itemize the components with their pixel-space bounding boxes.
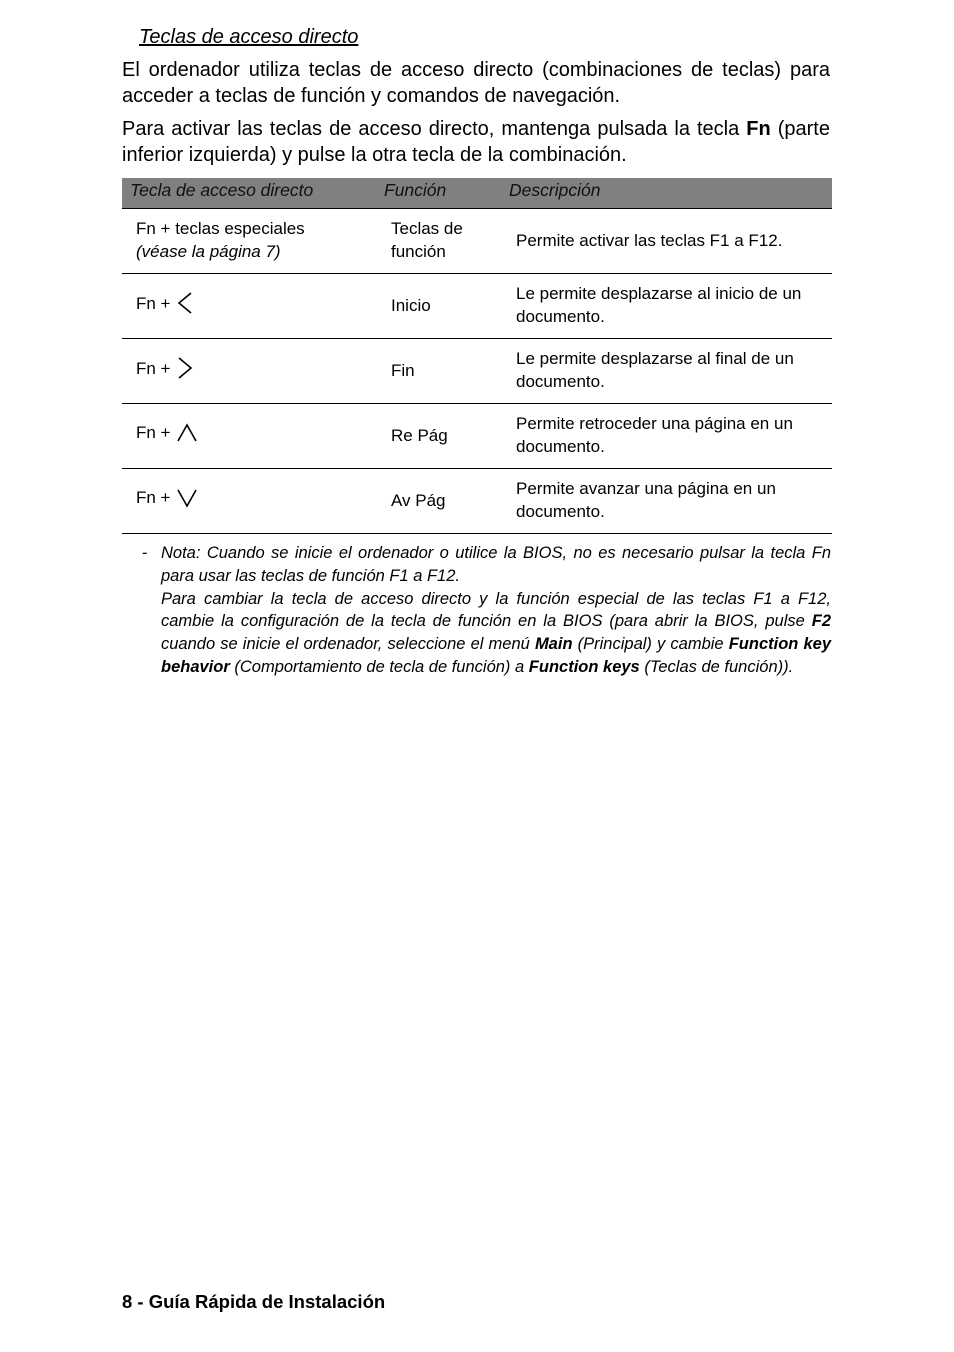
note-fragment: Para cambiar la tecla de acceso directo y la función especial de las teclas F1 a F12, cambie la configuración de la tecla de función en la BIOS (para abrir la BIOS, pulse <box>161 589 831 631</box>
setting-name-label: Function key behavior <box>161 635 832 676</box>
description-cell: Le permite desplazarse al final de un documento. <box>516 349 794 391</box>
hotkey-cell <box>136 356 194 380</box>
note-fragment: (Principal) y cambie <box>572 635 729 654</box>
function-line: Teclas de <box>391 219 463 238</box>
note-block <box>142 542 831 679</box>
hotkey-label: Fn + <box>136 358 171 378</box>
table-row <box>122 209 832 274</box>
hotkey-cell <box>136 421 198 444</box>
note-fragment: cuando se inicie el ordenador, seleccione el menú <box>161 635 535 654</box>
header-function: Función <box>384 180 447 200</box>
f2-key-label: F2 <box>811 612 831 631</box>
arrow-left-icon <box>176 291 194 315</box>
hotkey-label: Fn + teclas especiales <box>136 219 305 238</box>
main-menu-label: Main <box>534 635 573 654</box>
instruction-paragraph <box>122 116 830 168</box>
section-title: Teclas de acceso directo <box>139 26 359 48</box>
table-row <box>122 274 832 339</box>
fn-key-label: Fn <box>746 118 771 140</box>
function-cell: Av Pág <box>391 491 446 510</box>
function-cell: Re Pág <box>391 426 448 445</box>
arrow-up-icon <box>176 422 198 444</box>
arrow-right-icon <box>176 356 194 380</box>
note-dash: - <box>142 544 148 562</box>
table-row <box>122 339 832 404</box>
setting-value-label: Function keys <box>528 657 640 676</box>
function-cell: Inicio <box>391 296 431 315</box>
function-line: función <box>391 242 446 261</box>
table-header <box>122 178 832 209</box>
note-text-2 <box>161 588 831 679</box>
description-cell: Permite avanzar una página en un documento. <box>516 479 776 521</box>
hotkey-label: Fn + <box>136 488 171 507</box>
instruction-after: (parte inferior izquierda) y pulse la otra tecla de la combinación. <box>122 118 830 166</box>
function-cell: Fin <box>391 361 415 380</box>
table-row <box>122 469 832 534</box>
intro-paragraph: El ordenador utiliza teclas de acceso directo (combinaciones de teclas) para acceder a teclas de función y comandos de navegación. <box>122 59 830 107</box>
note-fragment: (Teclas de función)). <box>639 657 794 676</box>
hotkey-cell <box>136 291 194 315</box>
hotkey-note: (véase la página 7) <box>136 242 281 261</box>
hotkey-cell <box>136 217 305 263</box>
description-cell: Le permite desplazarse al inicio de un documento. <box>516 284 802 326</box>
note-fragment: (Comportamiento de tecla de función) a <box>229 657 529 676</box>
header-description: Descripción <box>509 180 601 200</box>
hotkey-label: Fn + <box>136 293 171 313</box>
hotkey-label: Fn + <box>136 423 171 442</box>
description-cell: Permite activar las teclas F1 a F12. <box>516 231 783 250</box>
header-hotkey: Tecla de acceso directo <box>130 180 314 200</box>
description-cell: Permite retroceder una página en un documento. <box>516 414 793 456</box>
page-footer: 8 - Guía Rápida de Instalación <box>122 1291 386 1312</box>
hotkey-table <box>122 178 832 534</box>
function-cell <box>391 217 463 263</box>
arrow-down-icon <box>176 487 198 509</box>
note-text-1: Nota: Cuando se inicie el ordenador o utilice la BIOS, no es necesario pulsar la tecla Fn para usar las teclas de función F1 a F12. <box>161 544 831 585</box>
hotkey-cell <box>136 486 198 509</box>
table-row <box>122 404 832 469</box>
instruction-before: Para activar las teclas de acceso directo, mantenga pulsada la tecla <box>122 118 747 140</box>
